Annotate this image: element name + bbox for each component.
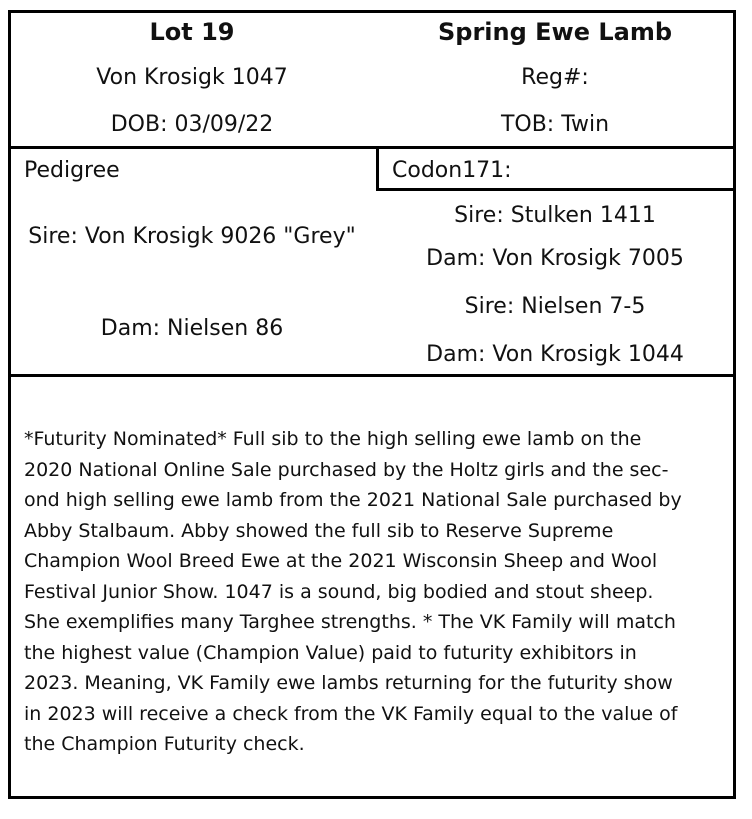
codon-label: Codon171: bbox=[392, 158, 512, 183]
date-of-birth: DOB: 03/09/22 bbox=[110, 112, 274, 137]
dam: Dam: Nielsen 86 bbox=[100, 316, 284, 341]
sire-dam: Dam: Von Krosigk 7005 bbox=[426, 246, 684, 271]
type-of-birth: TOB: Twin bbox=[500, 112, 610, 137]
pedigree-divider bbox=[8, 374, 736, 377]
pedigree-label: Pedigree bbox=[24, 158, 120, 183]
animal-name: Von Krosigk 1047 bbox=[96, 65, 288, 90]
registration-number: Reg#: bbox=[521, 65, 589, 90]
lot-number: Lot 19 bbox=[149, 18, 235, 46]
lot-description: *Futurity Nominated* Full sib to the high selling ewe lamb on the 2020 National Online Sale purchased by the Holtz girls and the sec- ond high selling ewe lamb from the 2021 National Sale purchased by Abby Stalbaum. Abby showed the full sib to Reserve Supreme Champion Wool Breed Ewe at the 2021 Wisconsin Sheep and Wool Festival Junior Show. 1047 is a sound, big bodied and stout sheep. She exemplifies many Targhee strengths. * The VK Family will match the highest value (Champion Value) paid to futurity exhibitors in 2023. Meaning, VK Family ewe lambs returning for the futurity show in 2023 will receive a check from the VK Family equal to the value of the Champion Futurity check. bbox=[24, 428, 682, 755]
dam-sire: Sire: Nielsen 7-5 bbox=[464, 294, 646, 319]
sire: Sire: Von Krosigk 9026 "Grey" bbox=[28, 224, 356, 249]
dam-dam: Dam: Von Krosigk 1044 bbox=[426, 342, 684, 367]
sire-sire: Sire: Stulken 1411 bbox=[454, 203, 656, 228]
lot-class: Spring Ewe Lamb bbox=[437, 18, 673, 46]
